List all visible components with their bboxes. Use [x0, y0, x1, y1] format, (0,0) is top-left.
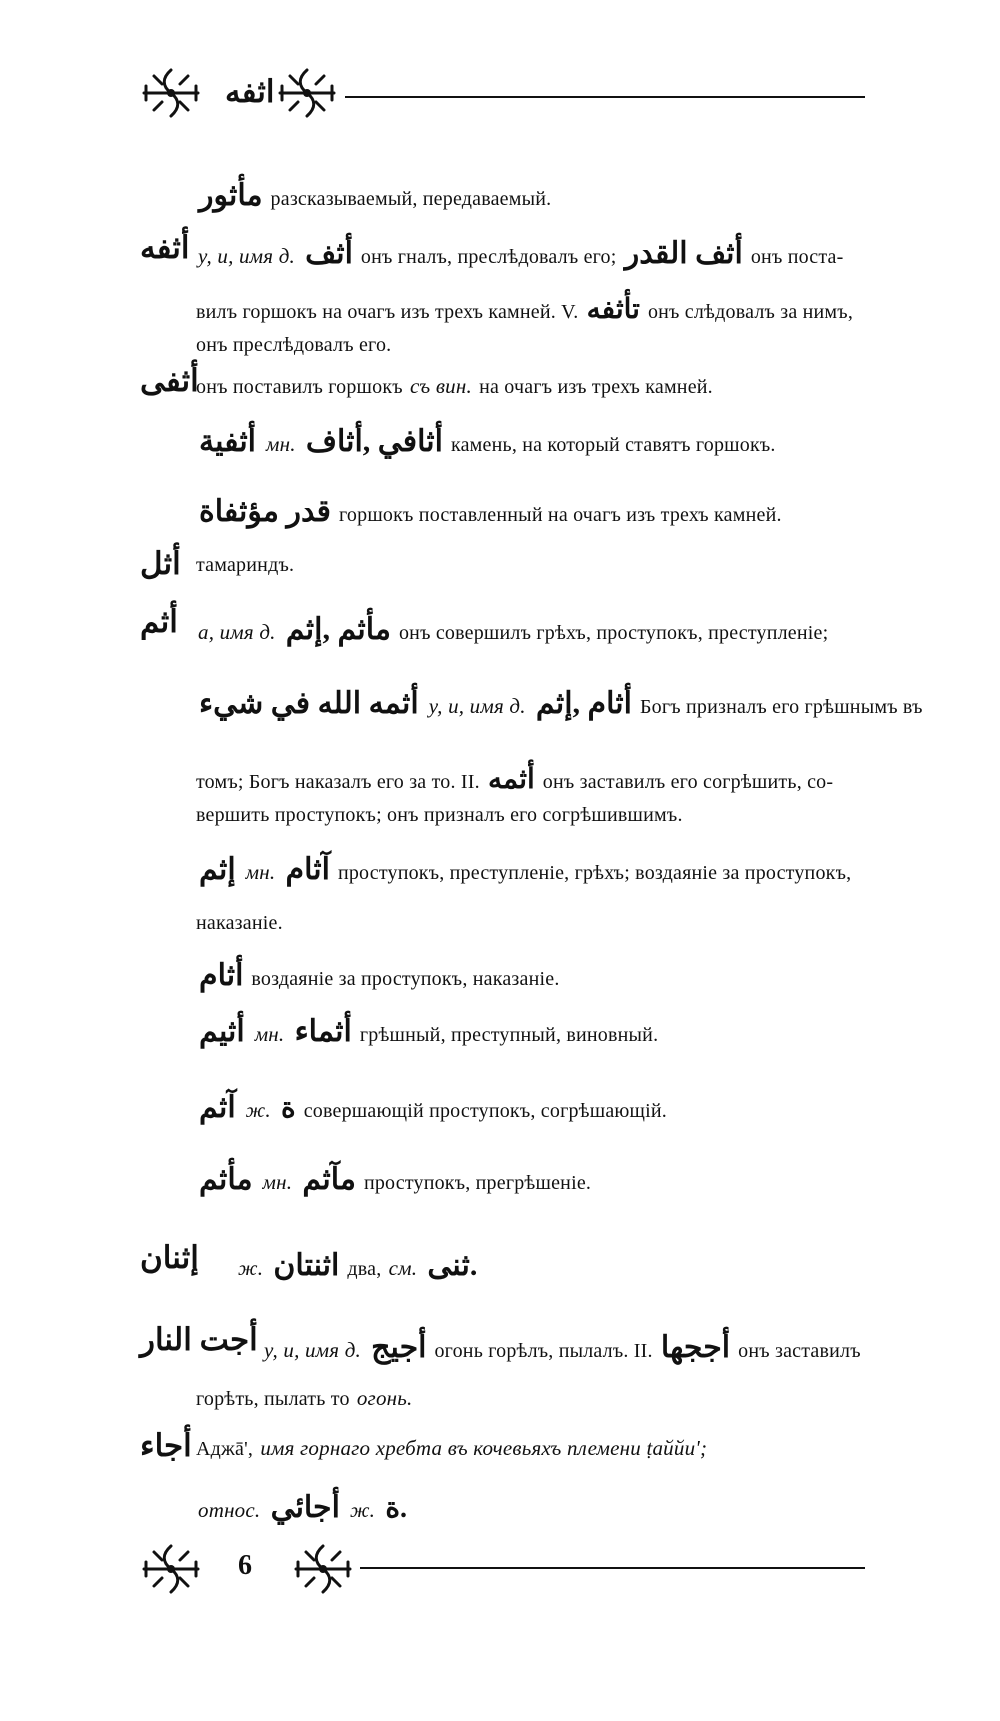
gloss-text: проступокъ, прегрѣшеніе.: [363, 1172, 592, 1194]
arabic-term: آثم: [199, 1091, 236, 1124]
entry-line: [196, 686, 923, 721]
arabic-term: أثف: [305, 237, 353, 270]
entry-line: [196, 958, 560, 993]
gloss-text: Богъ призналъ его грѣшнымъ въ: [639, 696, 923, 718]
headword: إثنان: [140, 1240, 199, 1275]
entry-line: [196, 1090, 667, 1125]
headword: أثل: [140, 546, 181, 581]
gloss-text: онъ гналъ, преслѣдовалъ его;: [360, 246, 617, 268]
entry-line: [196, 762, 833, 796]
grammar-note: у, и, имя д.: [264, 1338, 361, 1362]
gloss-text: онъ заставилъ: [738, 1340, 861, 1362]
gloss-text: томъ; Богъ наказалъ его за то. II.: [196, 771, 480, 793]
gloss-text: вилъ горшокъ на очагъ изъ трехъ камней. V.: [196, 301, 579, 323]
arabic-term: تأثفه: [586, 294, 640, 325]
gloss-text: на очагъ изъ трехъ камней.: [479, 376, 713, 398]
arabic-term: مأثور: [199, 179, 263, 212]
headword: أثفه: [140, 230, 190, 265]
gloss-text: проступокъ, преступленіе, грѣхъ; воздаяніе за проступокъ,: [337, 862, 852, 884]
arabic-term: أثماء: [294, 1015, 352, 1048]
entry-line: [196, 912, 283, 935]
headword: أثفى: [140, 363, 199, 398]
arabic-term: أثيم: [199, 1015, 245, 1048]
grammar-note: мн.: [262, 1170, 293, 1194]
gloss-text: онъ совершилъ грѣхъ, проступокъ, преступленіе;: [398, 622, 829, 644]
entry-line: [196, 236, 844, 271]
arabic-term: أجيج: [371, 1331, 427, 1364]
gloss-text: камень, на который ставятъ горшокъ.: [450, 434, 776, 456]
entry-line: [236, 1248, 480, 1283]
gloss-text: онъ преслѣдовалъ его.: [196, 334, 392, 356]
headword: أجاء: [140, 1428, 192, 1463]
gloss-text: онъ слѣдовалъ за нимъ,: [647, 301, 854, 323]
grammar-note: относ.: [198, 1498, 261, 1522]
footer-rule: [360, 1567, 865, 1569]
arabic-term: ة: [281, 1093, 296, 1124]
grammar-note: мн.: [245, 860, 276, 884]
arabic-term: ة.: [385, 1493, 407, 1524]
fleuron-ornament-icon: [140, 1540, 202, 1598]
headword: أجت النار: [140, 1322, 258, 1357]
grammar-note: съ вин.: [410, 374, 472, 398]
arabic-term: مأثم ,إثم: [285, 613, 391, 646]
arabic-term: أثمه: [488, 764, 535, 795]
entry-line: [196, 424, 776, 459]
arabic-term: إثم: [199, 853, 236, 886]
gloss-text: совершающій проступокъ, согрѣшающій.: [303, 1100, 668, 1122]
gloss-text: огонь горѣлъ, пылалъ. II.: [434, 1340, 653, 1362]
gloss-text: вершить проступокъ; онъ призналъ его согрѣшившимъ.: [196, 804, 683, 826]
gloss-text: тамариндъ.: [196, 554, 295, 576]
arabic-term: أجائي: [270, 1491, 340, 1524]
arabic-term: ثنى.: [427, 1249, 478, 1282]
gloss-text: наказаніе.: [196, 912, 283, 934]
entry-line: [196, 612, 828, 647]
arabic-term: أثام: [199, 959, 244, 992]
entry-line: [196, 334, 391, 357]
grammar-note: см.: [388, 1256, 418, 1280]
entry-line: [196, 804, 683, 827]
grammar-note: имя горнаго хребта въ кочевьяхъ племени ṭаййи';: [260, 1436, 708, 1460]
entry-line: [196, 1386, 414, 1411]
grammar-note: мн.: [266, 432, 296, 456]
entry-line: [196, 374, 713, 399]
gloss-text: онъ поста-: [750, 246, 844, 268]
arabic-term: أججها: [660, 1331, 731, 1364]
grammar-note: а, имя д.: [198, 620, 276, 644]
gloss-text: грѣшный, преступный, виновный.: [359, 1024, 659, 1046]
entry-line: [196, 1490, 410, 1525]
arabic-term: أثافي ,أثاف: [305, 425, 443, 458]
grammar-note: ж.: [238, 1256, 264, 1280]
grammar-note: ж.: [245, 1098, 271, 1122]
page-number: 6: [238, 1550, 252, 1581]
entry-line: [196, 554, 294, 577]
entry-line: [196, 1436, 709, 1461]
gloss-text: Аджā',: [196, 1438, 254, 1460]
arabic-term: أثام ,إثم: [535, 687, 632, 720]
grammar-note: у, и, имя д.: [198, 244, 295, 268]
arabic-term: قدر مؤثفاة: [199, 495, 332, 528]
fleuron-ornament-icon: [276, 64, 338, 122]
gloss-text: разсказываемый, передаваемый.: [270, 188, 552, 210]
arabic-term: أثف القدر: [624, 237, 743, 270]
entry-line: [196, 178, 551, 213]
gloss-text: онъ заставилъ его согрѣшить, со-: [542, 771, 834, 793]
gloss-text: горшокъ поставленный на очагъ изъ трехъ камней.: [339, 504, 782, 526]
entry-line: [196, 292, 853, 326]
running-head-word: اثفه: [225, 74, 275, 109]
gloss-text: два,: [347, 1258, 382, 1280]
grammar-note: мн.: [254, 1022, 285, 1046]
fleuron-ornament-icon: [292, 1540, 354, 1598]
arabic-term: مأثم: [199, 1163, 253, 1196]
arabic-term: أثمه الله في شيء: [199, 687, 419, 720]
grammar-note: ж.: [349, 1498, 376, 1522]
arabic-term: مآثم: [302, 1163, 356, 1196]
header-rule: [345, 96, 865, 98]
gloss-text: онъ поставилъ горшокъ: [196, 376, 403, 398]
fleuron-ornament-icon: [140, 64, 202, 122]
gloss-text: горѣть, пылать то: [196, 1388, 350, 1410]
headword: أثم: [140, 604, 178, 639]
entry-line: [262, 1330, 861, 1365]
entry-line: [196, 1014, 658, 1049]
arabic-term: آثام: [285, 853, 330, 886]
grammar-note: у, и, имя д.: [428, 694, 526, 718]
arabic-term: أثفية: [199, 425, 256, 458]
arabic-term: اثنتان: [273, 1249, 340, 1282]
entry-line: [196, 494, 782, 529]
gloss-text: воздаяніе за проступокъ, наказаніе.: [251, 968, 560, 990]
grammar-note: огонь.: [356, 1386, 413, 1410]
entry-line: [196, 1162, 591, 1197]
entry-line: [196, 852, 851, 887]
